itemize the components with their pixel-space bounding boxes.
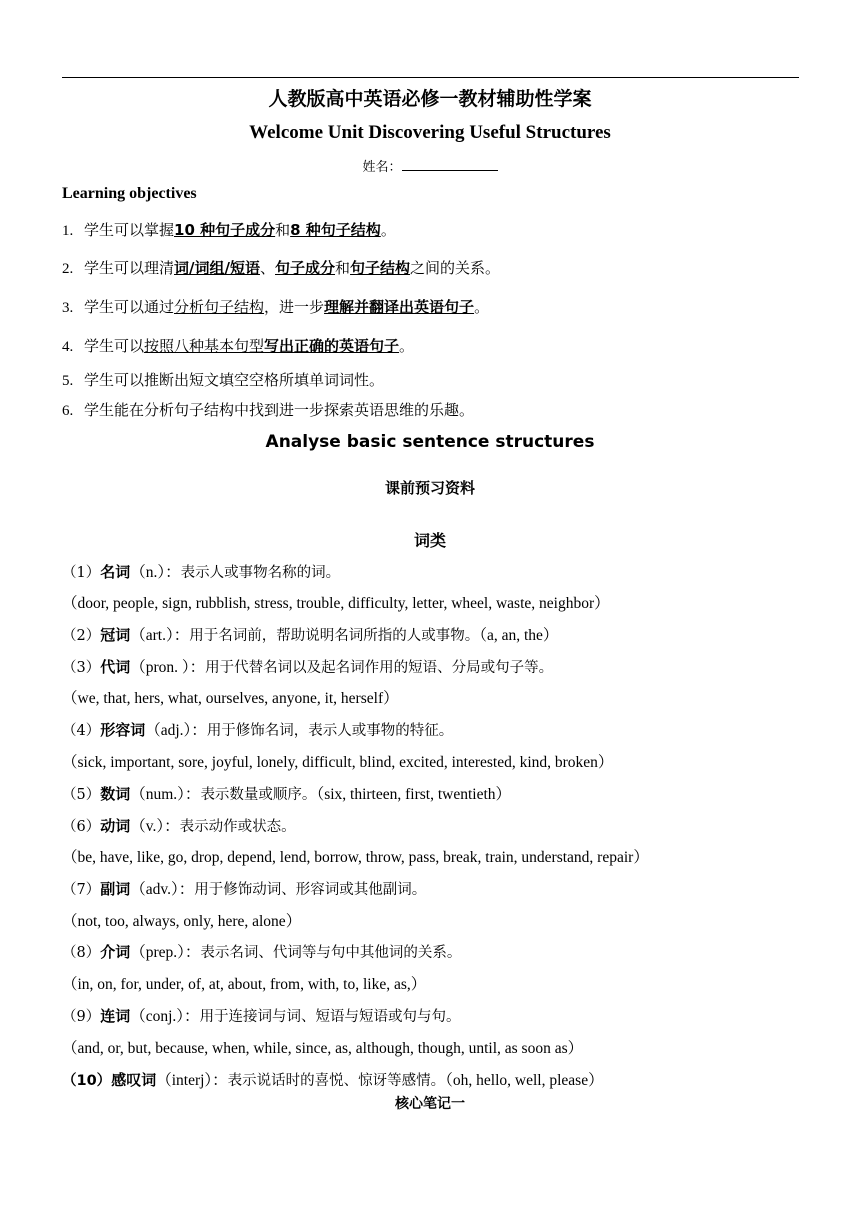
pos-entry: （10）感叹词（interj）：表示说话时的喜悦、惊讶等感情。（oh, hello, well, please） — [62, 1071, 604, 1089]
pos-examples: （and, or, but, because, when, while, since, as, although, though, until, as soon as） — [62, 1040, 584, 1057]
top-rule — [62, 77, 799, 78]
objective-item: 5. 学生可以推断出短文填空空格所填单词词性。 — [62, 371, 385, 389]
pos-examples: （sick, important, sore, joyful, lonely, difficult, blind, excited, interested, kind, broken） — [62, 754, 614, 771]
pos-examples: （not, too, always, only, here, alone） — [62, 913, 302, 930]
doc-subtitle: Welcome Unit Discovering Useful Structures — [249, 122, 611, 143]
objective-item: 1. 学生可以掌握10 种句子成分和8 种句子结构。 — [62, 221, 396, 239]
objective-item: 3. 学生可以通过分析句子结构，进一步理解并翻译出英语句子。 — [62, 298, 490, 316]
name-blank — [402, 158, 498, 171]
pos-examples: （be, have, like, go, drop, depend, lend, borrow, throw, pass, break, train, understand, repair） — [62, 849, 649, 866]
name-field — [0, 156, 860, 175]
doc-title: 人教版高中英语必修一教材辅助性学案 — [268, 88, 592, 110]
preview-heading: 课前预习资料 — [384, 479, 475, 497]
pos-entry: （9）连词（conj.）：用于连接词与词、短语与短语或句与句。 — [62, 1007, 461, 1025]
objective-item: 4. 学生可以按照八种基本句型写出正确的英语句子。 — [62, 337, 415, 355]
section-heading: Analyse basic sentence structures — [265, 432, 595, 452]
pos-entry: （5）数词（num.）：表示数量或顺序。（six, thirteen, first, twentieth） — [62, 785, 512, 803]
pos-entry: （1）名词（n.）：表示人或事物名称的词。 — [62, 563, 341, 581]
objective-item: 6. 学生能在分析句子结构中找到进一步探索英语思维的乐趣。 — [62, 401, 475, 419]
name-label: 姓名： — [362, 160, 402, 175]
pos-entry: （7）副词（adv.）：用于修饰动词、形容词或其他副词。 — [62, 880, 427, 898]
objective-item: 2. 学生可以理清词/词组/短语、句子成分和句子结构之间的关系。 — [62, 259, 501, 277]
pos-examples: （door, people, sign, rubblish, stress, trouble, difficulty, letter, wheel, waste, neighbor） — [62, 595, 610, 612]
pos-examples: （in, on, for, under, of, at, about, from, with, to, like, as,） — [62, 976, 427, 993]
core-note-heading: 核心笔记一 — [395, 1096, 465, 1112]
pos-entry: （4）形容词（adj.）：用于修饰名词，表示人或事物的特征。 — [62, 721, 454, 739]
objectives-heading: Learning objectives — [62, 185, 197, 202]
pos-entry: （3）代词（pron. ）：用于代替名词以及起名词作用的短语、分局或句子等。 — [62, 658, 554, 676]
pos-entry: （2）冠词（art.）：用于名词前，帮助说明名词所指的人或事物。（a, an, the） — [62, 626, 559, 644]
pos-entry: （6）动词（v.）：表示动作或状态。 — [62, 817, 296, 835]
word-class-heading: 词类 — [413, 531, 446, 550]
pos-entry: （8）介词（prep.）：表示名词、代词等与句中其他词的关系。 — [62, 943, 462, 961]
pos-examples: （we, that, hers, what, ourselves, anyone, it, herself） — [62, 690, 399, 707]
